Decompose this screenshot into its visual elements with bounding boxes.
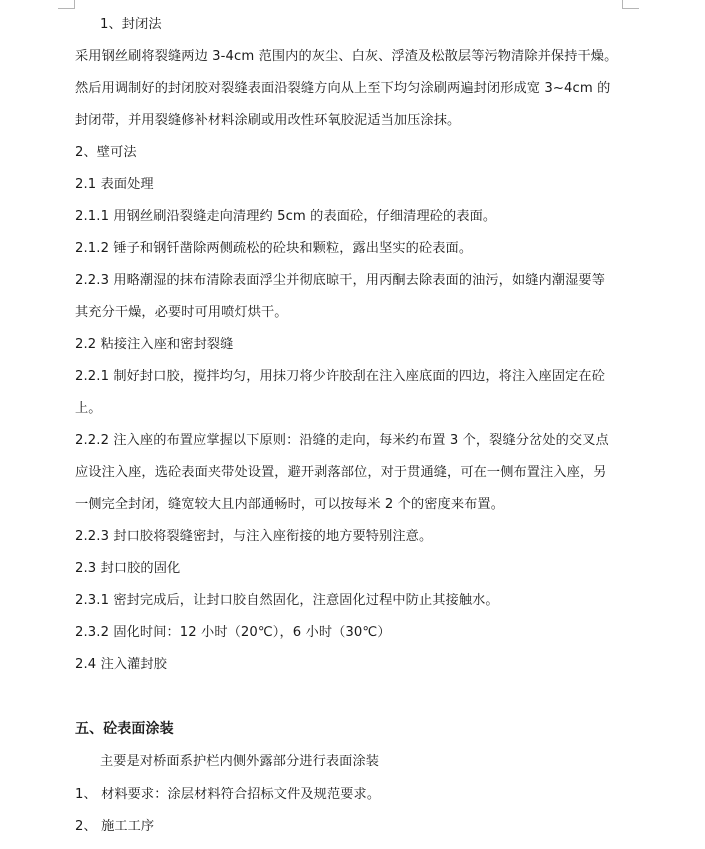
paragraph-line: 应设注入座，选砼表面夹带处设置，避开剥落部位，对于贯通缝，可在一侧布置注入座，另 [75, 465, 607, 480]
list-item-2: 2、 施工工序 [75, 819, 155, 834]
paragraph-line: 采用钢丝刷将裂缝两边 3-4cm 范围内的灰尘、白灰、浮渣及松散层等污物清除并保持干燥。 [75, 49, 618, 64]
paragraph-line: 其充分干燥，必要时可用喷灯烘干。 [75, 305, 288, 320]
chapter-heading-5: 五、砼表面涂装 [75, 721, 174, 737]
paragraph-line: 主要是对桥面系护栏内侧外露部分进行表面涂装 [100, 754, 380, 769]
section-2-1-1: 2.1.1 用钢丝刷沿裂缝走向清理约 5cm 的表面砼，仔细清理砼的表面。 [75, 209, 497, 224]
section-2-3-1: 2.3.1 密封完成后，让封口胶自然固化，注意固化过程中防止其接触水。 [75, 593, 499, 608]
section-2-3: 2.3 封口胶的固化 [75, 561, 181, 576]
section-2-2-3-b: 2.2.3 封口胶将裂缝密封，与注入座衔接的地方要特别注意。 [75, 529, 433, 544]
paragraph-line: 一侧完全封闭，缝宽较大且内部通畅时，可以按每米 2 个的密度来布置。 [75, 497, 504, 512]
list-item-1: 1、 材料要求：涂层材料符合招标文件及规范要求。 [75, 787, 381, 802]
section-2-1-2: 2.1.2 锤子和钢钎凿除两侧疏松的砼块和颗粒，露出坚实的砼表面。 [75, 241, 473, 256]
paragraph-line: 上。 [75, 401, 102, 416]
page-corner-mark-left [58, 0, 75, 9]
section-2-2-2: 2.2.2 注入座的布置应掌握以下原则：沿缝的走向，每米约布置 3 个，裂缝分岔处的交叉点 [75, 433, 609, 448]
page-corner-mark-right [622, 0, 639, 9]
section-2-2: 2.2 粘接注入座和密封裂缝 [75, 337, 234, 352]
subheading-sealing-method: 1、封闭法 [100, 17, 162, 32]
section-2-4: 2.4 注入灌封胶 [75, 657, 168, 672]
section-2-1: 2.1 表面处理 [75, 177, 154, 192]
paragraph-line: 然后用调制好的封闭胶对裂缝表面沿裂缝方向从上至下均匀涂刷两遍封闭形成宽 3~4cm 的 [75, 81, 611, 96]
subheading-wall-method: 2、壁可法 [75, 145, 137, 160]
section-2-2-3-a: 2.2.3 用略潮湿的抹布清除表面浮尘并彻底晾干，用丙酮去除表面的油污，如缝内潮湿要等 [75, 273, 605, 288]
section-2-3-2: 2.3.2 固化时间：12 小时（20℃），6 小时（30℃） [75, 625, 391, 640]
paragraph-line: 封闭带，并用裂缝修补材料涂刷或用改性环氧胶泥适当加压涂抹。 [75, 113, 461, 128]
section-2-2-1: 2.2.1 制好封口胶，搅拌均匀，用抹刀将少许胶刮在注入座底面的四边，将注入座固定在砼 [75, 369, 605, 384]
